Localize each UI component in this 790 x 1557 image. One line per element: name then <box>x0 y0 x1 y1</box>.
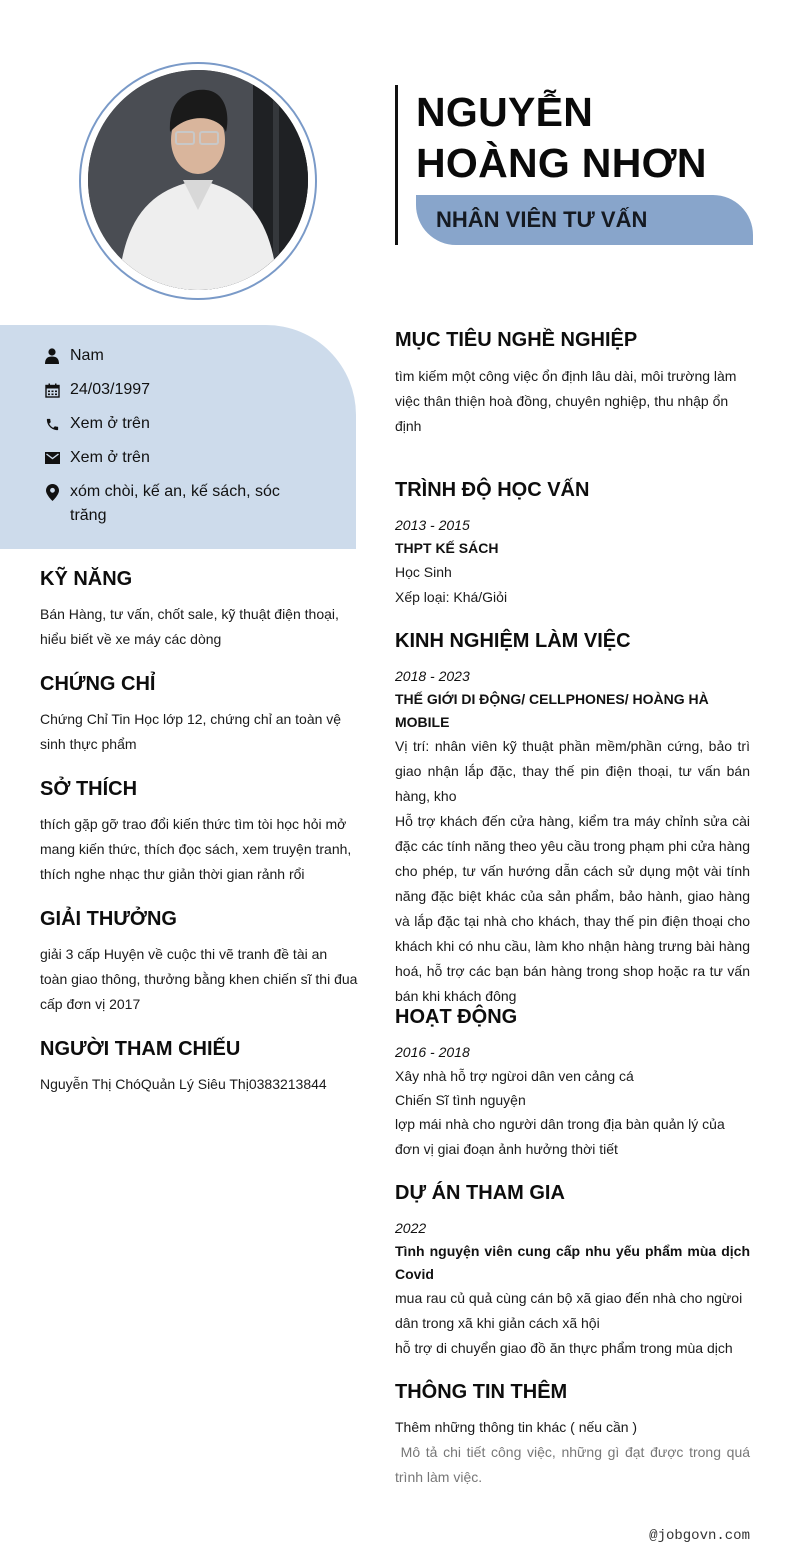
contact-email <box>42 446 300 470</box>
section-title: GIẢI THƯỞNG <box>40 908 177 930</box>
job-title: NHÂN VIÊN TƯ VẤN <box>436 207 648 232</box>
experience-date: 2018 - 2023 <box>395 668 470 684</box>
objective-text: tìm kiếm một công việc ổn định lâu dài, môi trường làm việc thân thiện hoà đồng, chuyên nghiệp, thu nhập ổn định <box>395 368 737 434</box>
hobbies-text: thích gặp gỡ trao đổi kiến thức tìm tòi học hỏi mở mang kiến thức, thích đọc sách, xem truyện tranh, thích nghe nhạc thư giản thời gian rảnh rổi <box>40 816 352 882</box>
section-education <box>395 477 750 610</box>
section-title: TRÌNH ĐỘ HỌC VẤN <box>395 479 590 501</box>
section-title: DỰ ÁN THAM GIA <box>395 1182 565 1204</box>
section-title: CHỨNG CHỈ <box>40 673 156 695</box>
references-text: Nguyễn Thị ChóQuản Lý Siêu Thị0383213844 <box>40 1076 327 1092</box>
address-value: xóm chòi, kế an, kế sách, sóc trăng <box>70 483 280 524</box>
section-title: HOẠT ĐỘNG <box>395 1006 518 1028</box>
contact-gender <box>42 344 300 368</box>
watermark: @jobgovn.com <box>649 1528 750 1544</box>
section-title: KINH NGHIỆM LÀM VIỆC <box>395 630 631 652</box>
phone-icon <box>42 412 62 436</box>
section-title: SỞ THÍCH <box>40 778 138 800</box>
experience-position: Vị trí: nhân viên kỹ thuật phần mềm/phần cứng, bảo trì giao nhận lắp đặc, thay thế pin điện thoại, tư vấn bán hàng, kho <box>395 738 750 804</box>
section-title: KỸ NĂNG <box>40 568 133 590</box>
mail-icon <box>42 446 62 470</box>
contact-birthday <box>42 378 300 402</box>
project-line: mua rau củ quả cùng cán bộ xã giao đến nhà cho ngừoi dân trong xã khi giản cách xã hội <box>395 1290 743 1331</box>
awards-text: giải 3 cấp Huyện về cuộc thi vẽ tranh đề tài an toàn giao thông, thưởng bằng khen chiến sĩ thi đua cấp đơn vị 2017 <box>40 946 358 1012</box>
activities-line: lợp mái nhà cho người dân trong địa bàn quản lý của đơn vị giai đoạn ảnh hưởng thời tiết <box>395 1116 725 1157</box>
section-additional <box>395 1379 754 1490</box>
contact-address <box>42 480 300 528</box>
contact-phone <box>42 412 300 436</box>
section-experience <box>395 628 750 1009</box>
phone-value: Xem ở trên <box>70 415 150 432</box>
section-references <box>40 1036 358 1097</box>
activities-line: Chiến Sĩ tình nguyện <box>395 1092 526 1108</box>
experience-company: THẾ GIỚI DI ĐỘNG/ CELLPHONES/ HOÀNG HÀ MOBILE <box>395 691 709 730</box>
education-school: THPT KẾ SÁCH <box>395 540 499 556</box>
section-objective <box>395 327 750 439</box>
additional-line: Thêm những thông tin khác ( nếu cần ) <box>395 1419 638 1435</box>
candidate-name: NGUYỄN HOÀNG NHƠN <box>416 89 707 186</box>
section-awards <box>40 906 358 1017</box>
certificates-text: Chứng Chỉ Tin Học lớp 12, chứng chỉ an toàn vệ sinh thực phẩm <box>40 711 342 752</box>
section-activities <box>395 1004 750 1162</box>
project-line: hỗ trợ di chuyển giao đồ ăn thực phẩm trong mùa dịch <box>395 1340 733 1356</box>
activities-date: 2016 - 2018 <box>395 1044 470 1060</box>
section-hobbies <box>40 776 358 887</box>
additional-description: Mô tả chi tiết công việc, những gì đạt được trong quá trình làm việc. <box>395 1444 754 1485</box>
section-certificates <box>40 671 358 757</box>
section-title: MỤC TIÊU NGHỀ NGHIỆP <box>395 329 638 351</box>
section-title: THÔNG TIN THÊM <box>395 1381 568 1403</box>
projects-date: 2022 <box>395 1220 427 1236</box>
portrait-photo-icon <box>88 70 308 290</box>
experience-description: Hỗ trợ khách đến cửa hàng, kiểm tra máy chỉnh sửa cài đặc các tính năng theo yêu cầu trong phạm phi cửa hàng cho phép, tư vấn hướng dẫn cách sử dụng một vài tính năng đặc biệt khác của sản phẩm, bảo hành, giao hàng và lắp đặc tại nhà cho khách, thay thế pin điện thoại cho khách khi có nhu cầu, làm kho nhận hàng trưng bài hàng hoá, hỗ trợ các bạn bán hàng trong shop hoặc ra tư vấn bán khi khách đông <box>395 813 750 1004</box>
profile-photo <box>88 70 308 290</box>
section-title: NGƯỜI THAM CHIẾU <box>40 1038 241 1060</box>
location-pin-icon <box>42 480 62 504</box>
education-line: Học Sinh <box>395 564 452 580</box>
gender-value: Nam <box>70 347 104 364</box>
role-badge <box>416 195 753 245</box>
section-projects <box>395 1180 750 1361</box>
section-skills <box>40 566 358 652</box>
person-icon <box>42 344 62 368</box>
calendar-icon <box>42 378 62 402</box>
header-block <box>395 85 755 245</box>
activities-line: Xây nhà hỗ trợ ngừoi dân ven cảng cá <box>395 1068 634 1084</box>
skills-text: Bán Hàng, tư vấn, chốt sale, kỹ thuật điện thoại, hiểu biết về xe máy các dòng <box>40 606 339 647</box>
birthday-value: 24/03/1997 <box>70 381 151 398</box>
education-date: 2013 - 2015 <box>395 517 470 533</box>
education-line: Xếp loại: Khá/Giỏi <box>395 589 508 605</box>
project-name: Tình nguyện viên cung cấp nhu yếu phẩm mùa dịch Covid <box>395 1243 750 1282</box>
email-value: Xem ở trên <box>70 449 150 466</box>
